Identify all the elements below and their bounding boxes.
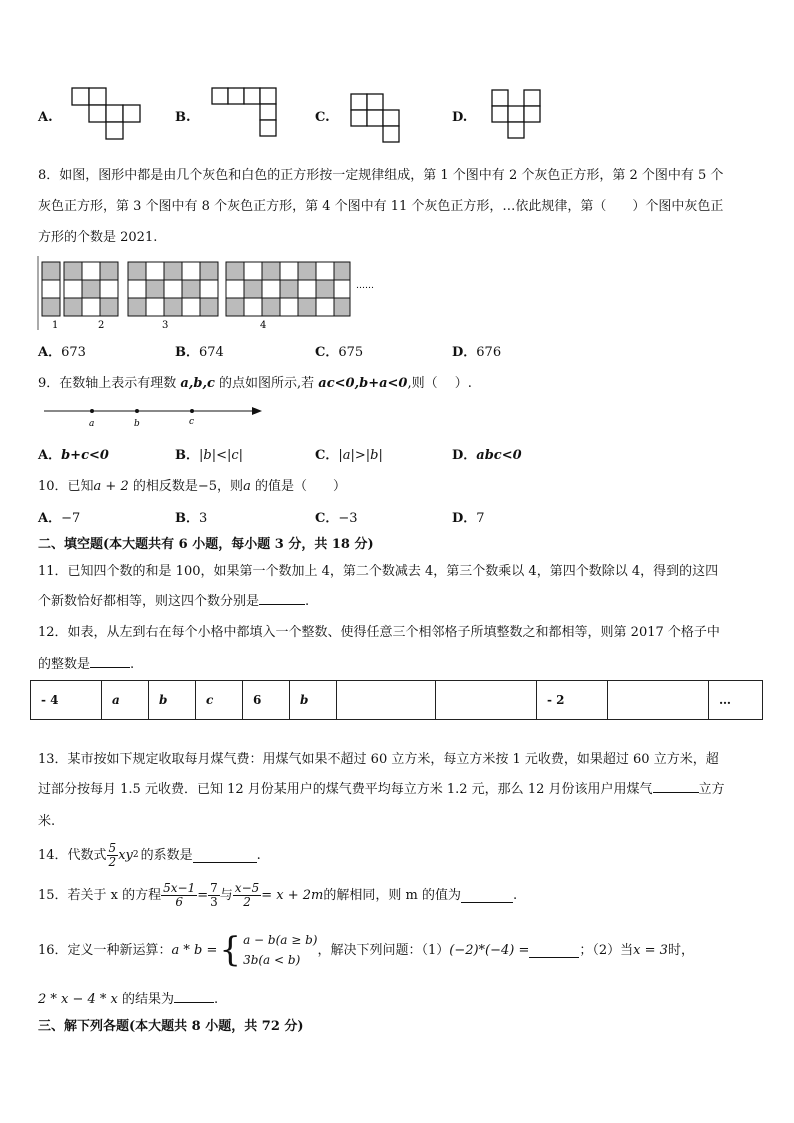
q8-option-d-letter: D． (452, 345, 477, 360)
q10-expr: a + 2 (93, 479, 129, 494)
q8-option-a-text: 673 (61, 345, 86, 360)
q8-option-b-text: 674 (199, 345, 224, 360)
q12-cell-1: - 4 (31, 681, 102, 720)
q16-line2: 2 * x − 4 * x 的结果为 . (38, 992, 219, 1007)
q12-cell-4: c (196, 681, 243, 720)
q16-cases (243, 930, 317, 970)
q10-option-a-text: −7 (61, 511, 81, 526)
q7-option-c-net (349, 92, 405, 154)
q16-answer-blank-1[interactable] (529, 943, 579, 958)
q8-pattern-figure (36, 254, 386, 334)
q8-figure-1 (42, 262, 60, 316)
q8-figure-4 (226, 262, 350, 316)
q12-cell-7 (337, 681, 436, 720)
q13-line1: 13．某市按如下规定收取每月煤气费：用煤气如果不超过 60 立方米，每立方米按 1 元收费，如果超过 60 立方米，超 (38, 752, 719, 767)
q9-point-b (135, 409, 139, 413)
q7-option-b-letter: B. (175, 110, 191, 125)
q9-option-a-letter: A． (38, 448, 62, 463)
q14-term: xy (118, 848, 133, 863)
q10-option-a-letter: A． (38, 511, 62, 526)
q9-option-d-text: abc<0 (476, 448, 522, 463)
q16-case-1: a − b(a ≥ b) (243, 933, 318, 947)
q15-fraction-1: $\frac{5x-1}{6}$ (163, 881, 196, 909)
q8-line3: 方形的个数是 2021. (38, 230, 158, 245)
q8-option-d-text: 676 (476, 345, 502, 360)
q8-option-b-letter: B． (175, 345, 199, 360)
q7-option-d-letter: D. (452, 110, 468, 125)
q12-cell-3: b (149, 681, 196, 720)
section-3-heading: 三、解下列各题(本大题共 8 小题，共 72 分) (38, 1019, 304, 1034)
q7-option-b-net (210, 86, 282, 154)
q11-line1: 11．已知四个数的和是 100，如果第一个数加上 4，第二个数减去 4，第三个数乘以 4，第四个数除以 4，得到的这四 (38, 564, 719, 579)
q15-answer-blank[interactable] (461, 888, 513, 903)
q9-option-b-letter: B． (175, 448, 199, 463)
q8-line2: 灰色正方形，第 3 个图中有 8 个灰色正方形，第 4 个图中有 11 个灰色正方形，…依此规律，第（ ）个图中灰色正 (38, 199, 724, 214)
q12-cell-6: b (290, 681, 337, 720)
q7-option-a-letter: A. (38, 110, 53, 125)
q9-option-a-text: b+c<0 (61, 448, 109, 463)
q9-vars: a,b,c (180, 376, 215, 391)
q12-cell-9: - 2 (537, 681, 608, 720)
q12-answer-blank[interactable] (90, 667, 130, 668)
q10-option-b-letter: B． (175, 511, 199, 526)
q13-line3: 米. (38, 814, 56, 829)
q14-fraction: $\frac{5}{2}$ (108, 841, 117, 869)
q16-condition: x = 3 (633, 942, 668, 958)
q16-expr-1: (−2)*(−4) = (449, 942, 530, 958)
q12-line1: 12．如表，从左到右在每个小格中都填入一个整数、使得任意三个相邻格子所填整数之和都相等，则第 2017 个格子中 (38, 625, 720, 640)
q9-point-c (190, 409, 194, 413)
q16-answer-blank-2[interactable] (174, 1002, 214, 1003)
q9-option-d-letter: D． (452, 448, 477, 463)
q8-label-4: 4 (260, 320, 267, 331)
q7-option-d-net (490, 88, 546, 150)
q9-label-a: a (89, 419, 95, 429)
q15-stem: 15．若关于 x 的方程 $\frac{5x-1}{6}$ = $\frac{7}{3}$ 与 $\frac{x-5}{2}$ = x + 2m 的解相同，则 m 的值为 . (38, 881, 518, 909)
q8-figure-3 (128, 262, 218, 316)
q9-number-line (44, 400, 264, 430)
q7-option-a-net (70, 86, 142, 142)
q8-figure-2 (64, 262, 118, 316)
q8-label-3: 3 (162, 320, 169, 331)
q9-point-a (90, 409, 94, 413)
q8-ellipsis: …… (356, 281, 374, 291)
q8-label-1: 1 (52, 320, 59, 331)
q9-stem: 9．在数轴上表示有理数 a,b,c 的点如图所示,若 ac<0,b+a<0,则（ ）. (38, 376, 472, 391)
q10-value: −5 (197, 479, 218, 494)
q10-option-d-letter: D． (452, 511, 477, 526)
q9-option-c-letter: C． (315, 448, 339, 463)
q15-fraction-2: $\frac{7}{3}$ (210, 881, 218, 909)
q11-line2: 个新数恰好都相等，则这四个数分别是 . (38, 594, 310, 609)
q11-answer-blank[interactable] (259, 604, 305, 605)
q9-label-b: b (134, 419, 140, 429)
q8-label-2: 2 (98, 320, 105, 331)
q9-option-b-text: |b|<|c| (199, 448, 244, 463)
q16-brace: { (219, 930, 242, 970)
q9-condition: ac<0,b+a<0 (318, 376, 408, 391)
q12-cell-2: a (102, 681, 149, 720)
q8-option-c-letter: C． (315, 345, 339, 360)
q16-case-2: 3b(a < b) (243, 953, 301, 967)
q10-option-c-text: −3 (338, 511, 358, 526)
q12-cell-5: 6 (243, 681, 290, 720)
q12-cell-11: … (709, 681, 763, 720)
q10-option-c-letter: C． (315, 511, 339, 526)
q16-stem: 16．定义一种新运算： a * b = { a − b(a ≥ b) 3b(a < b) ，解决下列问题：（1） (−2)*(−4) = ；（2）当 x = 3 时， (38, 930, 694, 970)
q14-stem: 14．代数式 $\frac{5}{2}$ xy 2 的系数是 . (38, 841, 261, 869)
q15-fraction-3: $\frac{x-5}{2}$ (234, 881, 260, 909)
q10-option-d-text: 7 (476, 511, 485, 526)
q13-line2: 过部分按每月 1.5 元收费．已知 12 月份某用户的煤气费平均每立方米 1.2 元，那么 12 月份该用户用煤气 立方 (38, 782, 725, 797)
q8-line1: 8．如图，图形中都是由几个灰色和白色的正方形按一定规律组成，第 1 个图中有 2 个灰色正方形，第 2 个图中有 5 个 (38, 168, 724, 183)
q12-cell-8 (436, 681, 537, 720)
q12-line2: 的整数是 . (38, 657, 135, 672)
q16-operator: a * b = (171, 942, 218, 958)
q8-option-a-letter: A． (38, 345, 62, 360)
q10-var: a (243, 479, 251, 494)
q12-cell-10 (608, 681, 709, 720)
q7-option-c-letter: C. (315, 110, 330, 125)
q14-answer-blank[interactable] (193, 848, 257, 863)
q10-option-b-text: 3 (199, 511, 208, 526)
q10-stem: 10．已知a + 2 的相反数是−5，则a 的值是（ ） (38, 479, 346, 494)
q8-option-c-text: 675 (338, 345, 364, 360)
q13-answer-blank[interactable] (653, 792, 699, 793)
table-row (31, 681, 763, 720)
q9-option-c-text: |a|>|b| (338, 448, 383, 463)
section-2-heading: 二、填空题(本大题共有 6 小题，每小题 3 分，共 18 分) (38, 537, 374, 552)
q16-expr-2: 2 * x − 4 * x (38, 992, 118, 1007)
q12-number-table (30, 680, 763, 720)
q9-label-c: c (189, 417, 195, 427)
